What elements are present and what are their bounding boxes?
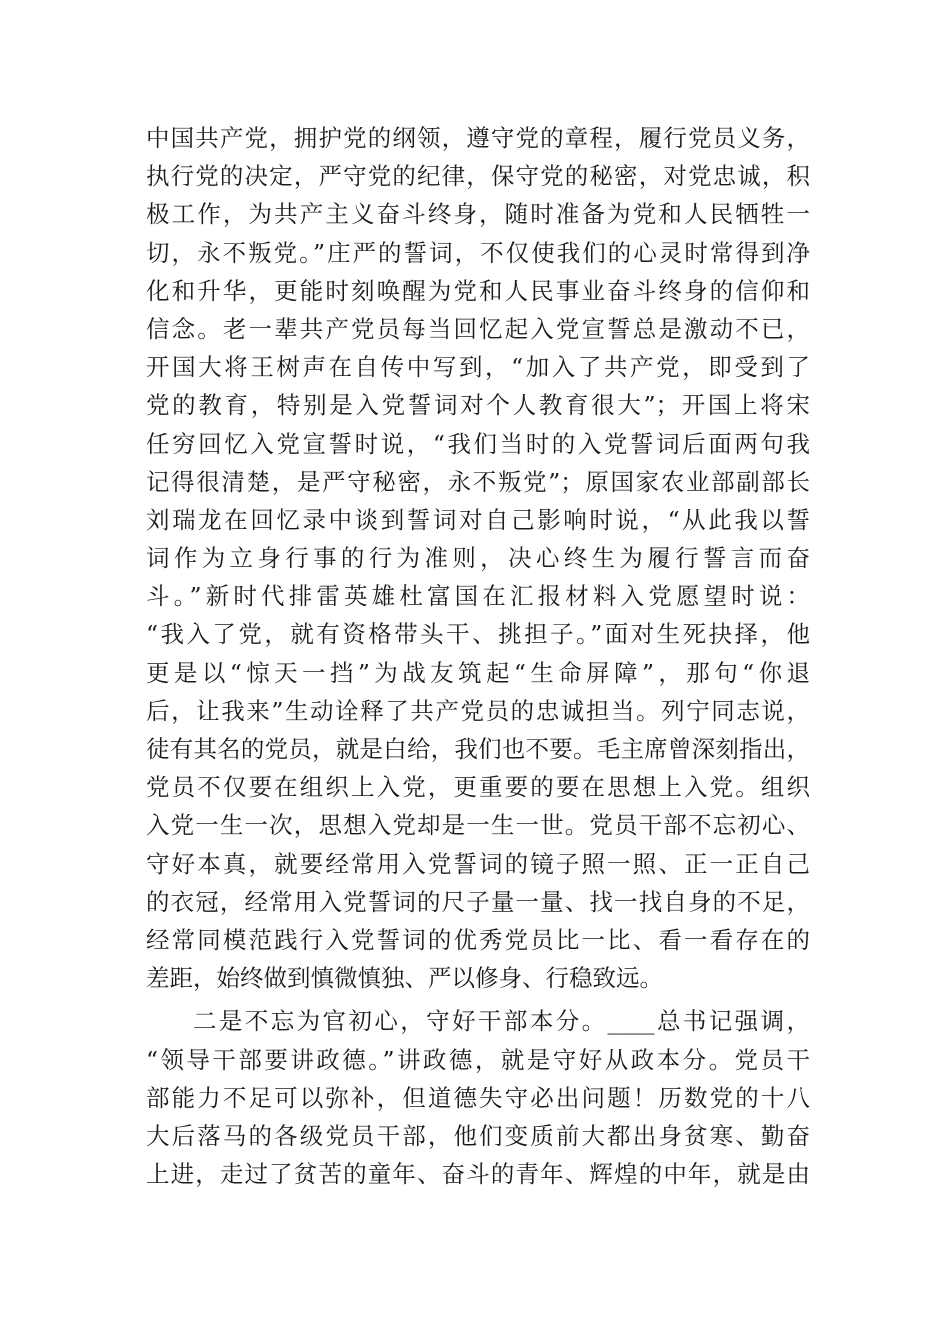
text-line: 党员不仅要在组织上入党，更重要的要在思想上入党。组织: [146, 773, 810, 802]
text-line: 更是以“惊天一挡”为战友筑起“生命屏障”，那句“你退: [146, 658, 810, 687]
text-line: 词作为立身行事的行为准则，决心终生为履行誓言而奋: [146, 544, 810, 573]
text-line: 党的教育，特别是入党誓词对个人教育很大”；开国上将宋: [146, 391, 810, 420]
text-line: 切，永不叛党。”庄严的誓词，不仅使我们的心灵时常得到净: [146, 238, 810, 267]
text-line: “我入了党，就有资格带头干、挑担子。”面对生死抉择，他: [146, 620, 810, 649]
text-line: 的衣冠，经常用入党誓词的尺子量一量、找一找自身的不足，: [146, 887, 810, 916]
text-line: 开国大将王树声在自传中写到，“加入了共产党，即受到了: [146, 353, 810, 382]
text-line: 极工作，为共产主义奋斗终身，随时准备为党和人民牺牲一: [146, 200, 810, 229]
text-line: 大后落马的各级党员干部，他们变质前大都出身贫寒、勤奋: [146, 1121, 810, 1150]
text-line: 守好本真，就要经常用入党誓词的镜子照一照、正一正自己: [146, 849, 810, 878]
text-line: 徒有其名的党员，就是白给，我们也不要。毛主席曾深刻指出，: [146, 735, 810, 763]
text-line: 化和升华，更能时刻唤醒为党和人民事业奋斗终身的信仰和: [146, 276, 810, 305]
body-text: [146, 119, 810, 1193]
text-line: 中国共产党，拥护党的纲领，遵守党的章程，履行党员义务，: [146, 124, 810, 152]
text-line: 信念。老一辈共产党员每当回忆起入党宣誓总是激动不已，: [146, 314, 810, 343]
paragraph-official-duty: [146, 1002, 810, 1193]
text-line: 刘瑞龙在回忆录中谈到誓词对自己影响时说，“从此我以誓: [146, 505, 810, 534]
text-line: 二是不忘为官初心，守好干部本分。____总书记强调，: [193, 1007, 810, 1036]
text-line: 执行党的决定，严守党的纪律，保守党的秘密，对党忠诚，积: [146, 162, 810, 191]
text-line: 记得很清楚，是严守秘密，永不叛党”；原国家农业部副部长: [146, 467, 810, 496]
text-line: 差距，始终做到慎微慎独、严以修身、行稳致远。: [146, 964, 663, 993]
text-line: 入党一生一次，思想入党却是一生一世。党员干部不忘初心、: [146, 811, 810, 840]
text-line: “领导干部要讲政德。”讲政德，就是守好从政本分。党员干: [146, 1045, 810, 1074]
paragraph-oath: [146, 119, 810, 997]
text-line: 部能力不足可以弥补，但道德失守必出问题！历数党的十八: [146, 1083, 810, 1112]
text-line: 上进，走过了贫苦的童年、奋斗的青年、辉煌的中年，就是由: [146, 1160, 810, 1189]
text-line: 任穷回忆入党宣誓时说，“我们当时的入党誓词后面两句我: [146, 429, 810, 458]
text-line: 斗。”新时代排雷英雄杜富国在汇报材料入党愿望时说：: [146, 582, 810, 611]
text-line: 经常同模范践行入党誓词的优秀党员比一比、看一看存在的: [146, 925, 810, 954]
text-line: 后，让我来”生动诠释了共产党员的忠诚担当。列宁同志说，: [146, 696, 810, 725]
